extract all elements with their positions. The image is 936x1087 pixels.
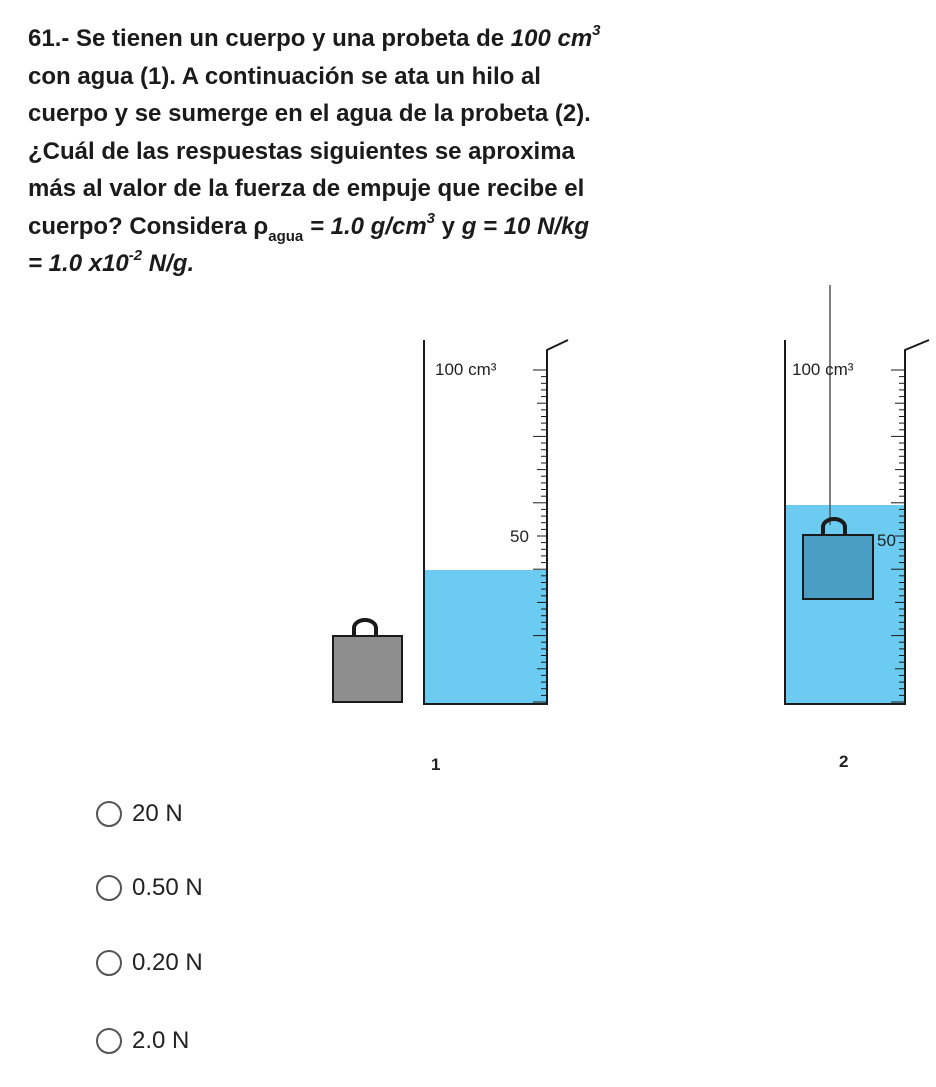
radio-circle-icon[interactable] <box>96 950 122 976</box>
cylinder-1-top-label: 100 cm³ <box>435 360 497 379</box>
rho-symbol: ρ <box>253 212 269 240</box>
option-label: 2.0 N <box>132 1027 190 1054</box>
body-dry-hook <box>354 620 376 636</box>
question-line-6: cuerpo? Considera $\rho_{agua} = 1.0$ $g/cm^3$ y g = 10 N/kg <box>28 209 590 246</box>
option-0-50-n[interactable] <box>96 871 203 905</box>
question-line-5: más al valor de la fuerza de empuje que recibe el <box>28 175 585 202</box>
option-20-n[interactable] <box>96 797 183 831</box>
option-label: 0.20 N <box>132 949 203 976</box>
option-2-0-n[interactable] <box>96 1024 189 1058</box>
question-line-7: = 1.0 $x10^{-2}$ N/g. <box>28 247 195 277</box>
question-line-3: cuerpo y se sumerge en el agua de la probeta (2). <box>28 100 591 127</box>
body-wet-block <box>803 535 873 599</box>
radio-circle-icon[interactable] <box>96 875 122 901</box>
question-line-1: 61.- Se tienen un cuerpo y una probeta de 100 $cm^3$ <box>28 22 601 52</box>
cylinder-2-mid-label: 50 <box>877 531 896 550</box>
cylinder-2-caption: 2 <box>839 752 849 771</box>
cylinder-2 <box>785 285 929 771</box>
radio-circle-icon[interactable] <box>96 801 122 827</box>
question-line-2: con agua (1). A continuación se ata un hilo al <box>28 62 541 90</box>
body-dry-block <box>333 636 402 702</box>
option-0-20-n[interactable] <box>96 946 203 980</box>
option-label: 0.50 N <box>132 874 203 901</box>
option-label: 20 N <box>132 800 183 827</box>
cylinder-1-mid-label: 50 <box>510 527 529 546</box>
cylinder-1-caption: 1 <box>431 755 441 774</box>
cylinder-2-top-label: 100 cm³ <box>792 360 854 379</box>
cylinder-1-water <box>424 570 547 704</box>
radio-circle-icon[interactable] <box>96 1028 122 1054</box>
body-dry <box>333 620 402 702</box>
cylinder-1 <box>424 340 568 774</box>
question-line-4: ¿Cuál de las respuestas siguientes se aproxima <box>28 137 575 165</box>
